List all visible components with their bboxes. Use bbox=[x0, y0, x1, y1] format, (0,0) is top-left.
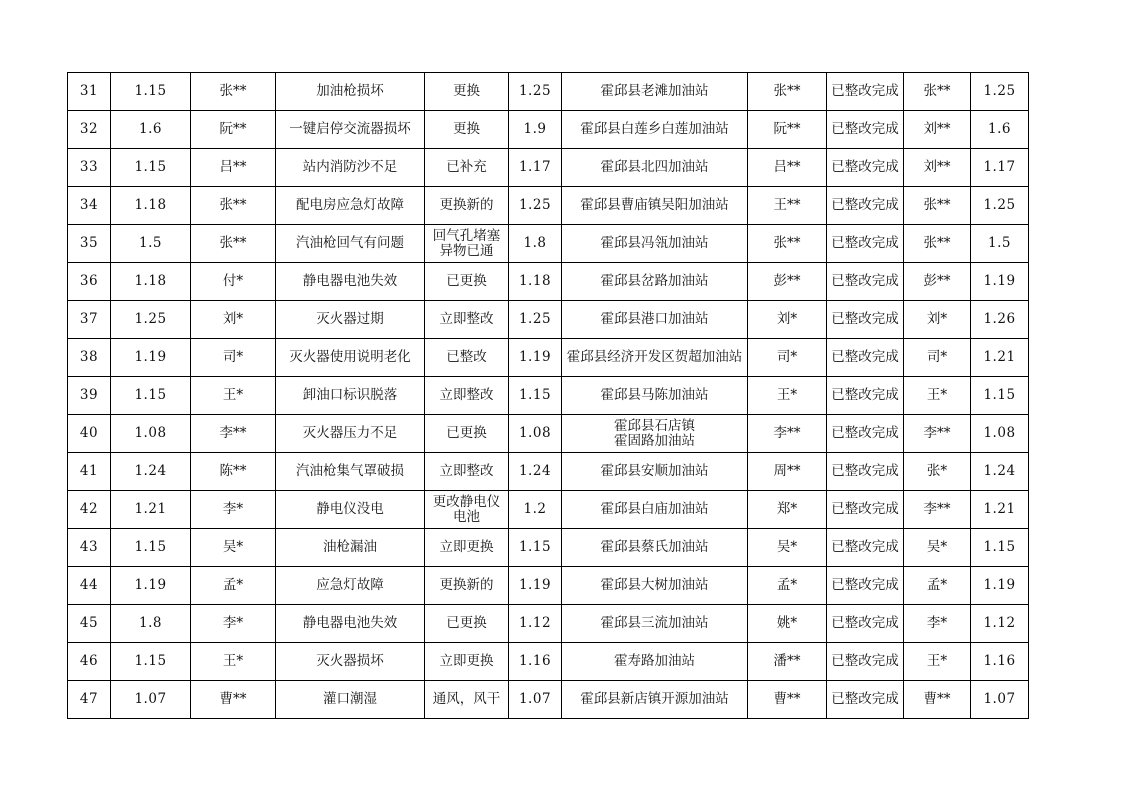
station-name-cell: 霍邱县港口加油站 bbox=[562, 301, 748, 339]
fix-date-cell: 1.16 bbox=[509, 643, 562, 681]
verify-date-cell: 1.15 bbox=[971, 529, 1029, 567]
action-cell: 已整改 bbox=[425, 339, 509, 377]
reporter-cell: 王* bbox=[191, 377, 276, 415]
row-number-cell: 44 bbox=[68, 567, 111, 605]
verify-date-cell: 1.16 bbox=[971, 643, 1029, 681]
person-in-charge-cell: 郑* bbox=[748, 491, 827, 529]
station-name-cell: 霍邱县三流加油站 bbox=[562, 605, 748, 643]
verifier-cell: 李** bbox=[904, 491, 971, 529]
table-row bbox=[68, 643, 1029, 681]
verify-date-cell: 1.25 bbox=[971, 73, 1029, 111]
fix-date-cell: 1.07 bbox=[509, 681, 562, 719]
issue-cell: 灭火器过期 bbox=[276, 301, 425, 339]
row-number-cell: 39 bbox=[68, 377, 111, 415]
fix-date-cell: 1.15 bbox=[509, 377, 562, 415]
issue-cell: 灌口潮湿 bbox=[276, 681, 425, 719]
person-in-charge-cell: 孟* bbox=[748, 567, 827, 605]
verifier-cell: 刘** bbox=[904, 111, 971, 149]
status-cell: 已整改完成 bbox=[827, 567, 904, 605]
station-name-cell: 霍邱县曹庙镇吴阳加油站 bbox=[562, 187, 748, 225]
table-row bbox=[68, 111, 1029, 149]
row-number-cell: 43 bbox=[68, 529, 111, 567]
report-date-cell: 1.24 bbox=[111, 453, 191, 491]
report-date-cell: 1.5 bbox=[111, 225, 191, 263]
fix-date-cell: 1.12 bbox=[509, 605, 562, 643]
fix-date-cell: 1.15 bbox=[509, 529, 562, 567]
table-row bbox=[68, 339, 1029, 377]
fix-date-cell: 1.19 bbox=[509, 567, 562, 605]
rectification-table-sheet bbox=[67, 72, 1029, 719]
person-in-charge-cell: 阮** bbox=[748, 111, 827, 149]
action-cell: 立即整改 bbox=[425, 301, 509, 339]
row-number-cell: 46 bbox=[68, 643, 111, 681]
action-cell: 立即更换 bbox=[425, 529, 509, 567]
report-date-cell: 1.08 bbox=[111, 415, 191, 453]
fix-date-cell: 1.08 bbox=[509, 415, 562, 453]
verifier-cell: 张** bbox=[904, 73, 971, 111]
reporter-cell: 陈** bbox=[191, 453, 276, 491]
person-in-charge-cell: 张** bbox=[748, 73, 827, 111]
action-cell: 立即整改 bbox=[425, 453, 509, 491]
person-in-charge-cell: 王** bbox=[748, 187, 827, 225]
report-date-cell: 1.21 bbox=[111, 491, 191, 529]
issue-cell: 加油枪损坏 bbox=[276, 73, 425, 111]
action-cell: 更换 bbox=[425, 111, 509, 149]
action-cell: 已补充 bbox=[425, 149, 509, 187]
status-cell: 已整改完成 bbox=[827, 529, 904, 567]
table-row bbox=[68, 73, 1029, 111]
row-number-cell: 41 bbox=[68, 453, 111, 491]
fix-date-cell: 1.18 bbox=[509, 263, 562, 301]
verify-date-cell: 1.17 bbox=[971, 149, 1029, 187]
report-date-cell: 1.18 bbox=[111, 263, 191, 301]
person-in-charge-cell: 彭** bbox=[748, 263, 827, 301]
action-cell: 更换新的 bbox=[425, 567, 509, 605]
row-number-cell: 33 bbox=[68, 149, 111, 187]
row-number-cell: 34 bbox=[68, 187, 111, 225]
reporter-cell: 李* bbox=[191, 491, 276, 529]
report-date-cell: 1.18 bbox=[111, 187, 191, 225]
report-date-cell: 1.6 bbox=[111, 111, 191, 149]
status-cell: 已整改完成 bbox=[827, 491, 904, 529]
verify-date-cell: 1.19 bbox=[971, 263, 1029, 301]
reporter-cell: 孟* bbox=[191, 567, 276, 605]
reporter-cell: 李* bbox=[191, 605, 276, 643]
row-number-cell: 37 bbox=[68, 301, 111, 339]
table-row bbox=[68, 605, 1029, 643]
issue-cell: 汽油枪集气罩破损 bbox=[276, 453, 425, 491]
verifier-cell: 刘* bbox=[904, 301, 971, 339]
verifier-cell: 孟* bbox=[904, 567, 971, 605]
reporter-cell: 吴* bbox=[191, 529, 276, 567]
table-row bbox=[68, 225, 1029, 263]
verifier-cell: 王* bbox=[904, 643, 971, 681]
verify-date-cell: 1.5 bbox=[971, 225, 1029, 263]
person-in-charge-cell: 刘* bbox=[748, 301, 827, 339]
fix-date-cell: 1.17 bbox=[509, 149, 562, 187]
person-in-charge-cell: 李** bbox=[748, 415, 827, 453]
row-number-cell: 40 bbox=[68, 415, 111, 453]
fix-date-cell: 1.8 bbox=[509, 225, 562, 263]
station-name-cell: 霍邱县白莲乡白莲加油站 bbox=[562, 111, 748, 149]
status-cell: 已整改完成 bbox=[827, 377, 904, 415]
person-in-charge-cell: 司* bbox=[748, 339, 827, 377]
verify-date-cell: 1.08 bbox=[971, 415, 1029, 453]
action-cell: 更改静电仪电池 bbox=[425, 491, 509, 529]
station-name-cell: 霍邱县白庙加油站 bbox=[562, 491, 748, 529]
verifier-cell: 李* bbox=[904, 605, 971, 643]
reporter-cell: 张** bbox=[191, 73, 276, 111]
status-cell: 已整改完成 bbox=[827, 263, 904, 301]
station-name-cell: 霍邱县冯瓴加油站 bbox=[562, 225, 748, 263]
issue-cell: 卸油口标识脱落 bbox=[276, 377, 425, 415]
person-in-charge-cell: 潘** bbox=[748, 643, 827, 681]
verify-date-cell: 1.24 bbox=[971, 453, 1029, 491]
reporter-cell: 司* bbox=[191, 339, 276, 377]
issue-cell: 静电器电池失效 bbox=[276, 263, 425, 301]
reporter-cell: 张** bbox=[191, 187, 276, 225]
table-row bbox=[68, 681, 1029, 719]
verify-date-cell: 1.07 bbox=[971, 681, 1029, 719]
status-cell: 已整改完成 bbox=[827, 339, 904, 377]
verifier-cell: 曹** bbox=[904, 681, 971, 719]
report-date-cell: 1.15 bbox=[111, 73, 191, 111]
station-name-cell: 霍邱县大树加油站 bbox=[562, 567, 748, 605]
issue-cell: 油枪漏油 bbox=[276, 529, 425, 567]
verify-date-cell: 1.21 bbox=[971, 491, 1029, 529]
action-cell: 立即整改 bbox=[425, 377, 509, 415]
person-in-charge-cell: 吴* bbox=[748, 529, 827, 567]
fix-date-cell: 1.25 bbox=[509, 301, 562, 339]
report-date-cell: 1.19 bbox=[111, 339, 191, 377]
status-cell: 已整改完成 bbox=[827, 111, 904, 149]
reporter-cell: 吕** bbox=[191, 149, 276, 187]
issue-cell: 配电房应急灯故障 bbox=[276, 187, 425, 225]
verify-date-cell: 1.15 bbox=[971, 377, 1029, 415]
station-name-cell: 霍邱县新店镇开源加油站 bbox=[562, 681, 748, 719]
reporter-cell: 张** bbox=[191, 225, 276, 263]
verify-date-cell: 1.25 bbox=[971, 187, 1029, 225]
reporter-cell: 曹** bbox=[191, 681, 276, 719]
action-cell: 立即更换 bbox=[425, 643, 509, 681]
table-row bbox=[68, 529, 1029, 567]
issue-cell: 灭火器损坏 bbox=[276, 643, 425, 681]
table-body bbox=[68, 73, 1029, 719]
fix-date-cell: 1.25 bbox=[509, 73, 562, 111]
row-number-cell: 32 bbox=[68, 111, 111, 149]
station-name-cell: 霍邱县蔡氏加油站 bbox=[562, 529, 748, 567]
issue-cell: 灭火器压力不足 bbox=[276, 415, 425, 453]
row-number-cell: 38 bbox=[68, 339, 111, 377]
row-number-cell: 45 bbox=[68, 605, 111, 643]
issue-cell: 应急灯故障 bbox=[276, 567, 425, 605]
reporter-cell: 李** bbox=[191, 415, 276, 453]
verify-date-cell: 1.6 bbox=[971, 111, 1029, 149]
report-date-cell: 1.15 bbox=[111, 149, 191, 187]
report-date-cell: 1.15 bbox=[111, 643, 191, 681]
station-name-cell: 霍邱县岔路加油站 bbox=[562, 263, 748, 301]
verify-date-cell: 1.12 bbox=[971, 605, 1029, 643]
table-row bbox=[68, 415, 1029, 453]
action-cell: 更换 bbox=[425, 73, 509, 111]
issue-cell: 站内消防沙不足 bbox=[276, 149, 425, 187]
fix-date-cell: 1.9 bbox=[509, 111, 562, 149]
action-cell: 通风，风干 bbox=[425, 681, 509, 719]
person-in-charge-cell: 吕** bbox=[748, 149, 827, 187]
status-cell: 已整改完成 bbox=[827, 453, 904, 491]
status-cell: 已整改完成 bbox=[827, 225, 904, 263]
fix-date-cell: 1.19 bbox=[509, 339, 562, 377]
report-date-cell: 1.19 bbox=[111, 567, 191, 605]
person-in-charge-cell: 王* bbox=[748, 377, 827, 415]
person-in-charge-cell: 周** bbox=[748, 453, 827, 491]
status-cell: 已整改完成 bbox=[827, 73, 904, 111]
rectification-table bbox=[67, 72, 1029, 719]
person-in-charge-cell: 姚* bbox=[748, 605, 827, 643]
table-row bbox=[68, 491, 1029, 529]
person-in-charge-cell: 张** bbox=[748, 225, 827, 263]
table-row bbox=[68, 377, 1029, 415]
station-name-cell: 霍邱县安顺加油站 bbox=[562, 453, 748, 491]
fix-date-cell: 1.24 bbox=[509, 453, 562, 491]
status-cell: 已整改完成 bbox=[827, 301, 904, 339]
table-row bbox=[68, 149, 1029, 187]
table-row bbox=[68, 263, 1029, 301]
fix-date-cell: 1.2 bbox=[509, 491, 562, 529]
fix-date-cell: 1.25 bbox=[509, 187, 562, 225]
issue-cell: 静电仪没电 bbox=[276, 491, 425, 529]
station-name-cell: 霍邱县马陈加油站 bbox=[562, 377, 748, 415]
person-in-charge-cell: 曹** bbox=[748, 681, 827, 719]
report-date-cell: 1.25 bbox=[111, 301, 191, 339]
issue-cell: 静电器电池失效 bbox=[276, 605, 425, 643]
status-cell: 已整改完成 bbox=[827, 643, 904, 681]
action-cell: 回气孔堵塞异物已通 bbox=[425, 225, 509, 263]
report-date-cell: 1.8 bbox=[111, 605, 191, 643]
reporter-cell: 王* bbox=[191, 643, 276, 681]
station-name-cell: 霍邱县北四加油站 bbox=[562, 149, 748, 187]
issue-cell: 一键启停交流器损坏 bbox=[276, 111, 425, 149]
row-number-cell: 31 bbox=[68, 73, 111, 111]
verifier-cell: 吴* bbox=[904, 529, 971, 567]
status-cell: 已整改完成 bbox=[827, 187, 904, 225]
report-date-cell: 1.15 bbox=[111, 529, 191, 567]
verifier-cell: 王* bbox=[904, 377, 971, 415]
row-number-cell: 36 bbox=[68, 263, 111, 301]
verifier-cell: 李** bbox=[904, 415, 971, 453]
issue-cell: 灭火器使用说明老化 bbox=[276, 339, 425, 377]
verifier-cell: 张** bbox=[904, 187, 971, 225]
status-cell: 已整改完成 bbox=[827, 415, 904, 453]
table-row bbox=[68, 567, 1029, 605]
station-name-cell: 霍寿路加油站 bbox=[562, 643, 748, 681]
report-date-cell: 1.15 bbox=[111, 377, 191, 415]
status-cell: 已整改完成 bbox=[827, 681, 904, 719]
verifier-cell: 刘** bbox=[904, 149, 971, 187]
verify-date-cell: 1.26 bbox=[971, 301, 1029, 339]
verifier-cell: 张* bbox=[904, 453, 971, 491]
station-name-cell: 霍邱县石店镇 霍固路加油站 bbox=[562, 415, 748, 453]
verify-date-cell: 1.19 bbox=[971, 567, 1029, 605]
station-name-cell: 霍邱县经济开发区贺超加油站 bbox=[562, 339, 748, 377]
verify-date-cell: 1.21 bbox=[971, 339, 1029, 377]
reporter-cell: 阮** bbox=[191, 111, 276, 149]
issue-cell: 汽油枪回气有问题 bbox=[276, 225, 425, 263]
row-number-cell: 42 bbox=[68, 491, 111, 529]
reporter-cell: 刘* bbox=[191, 301, 276, 339]
status-cell: 已整改完成 bbox=[827, 605, 904, 643]
table-row bbox=[68, 453, 1029, 491]
status-cell: 已整改完成 bbox=[827, 149, 904, 187]
action-cell: 更换新的 bbox=[425, 187, 509, 225]
table-row bbox=[68, 187, 1029, 225]
verifier-cell: 彭** bbox=[904, 263, 971, 301]
row-number-cell: 47 bbox=[68, 681, 111, 719]
row-number-cell: 35 bbox=[68, 225, 111, 263]
table-row bbox=[68, 301, 1029, 339]
station-name-cell: 霍邱县老滩加油站 bbox=[562, 73, 748, 111]
report-date-cell: 1.07 bbox=[111, 681, 191, 719]
action-cell: 已更换 bbox=[425, 415, 509, 453]
action-cell: 已更换 bbox=[425, 605, 509, 643]
verifier-cell: 张** bbox=[904, 225, 971, 263]
action-cell: 已更换 bbox=[425, 263, 509, 301]
reporter-cell: 付* bbox=[191, 263, 276, 301]
verifier-cell: 司* bbox=[904, 339, 971, 377]
